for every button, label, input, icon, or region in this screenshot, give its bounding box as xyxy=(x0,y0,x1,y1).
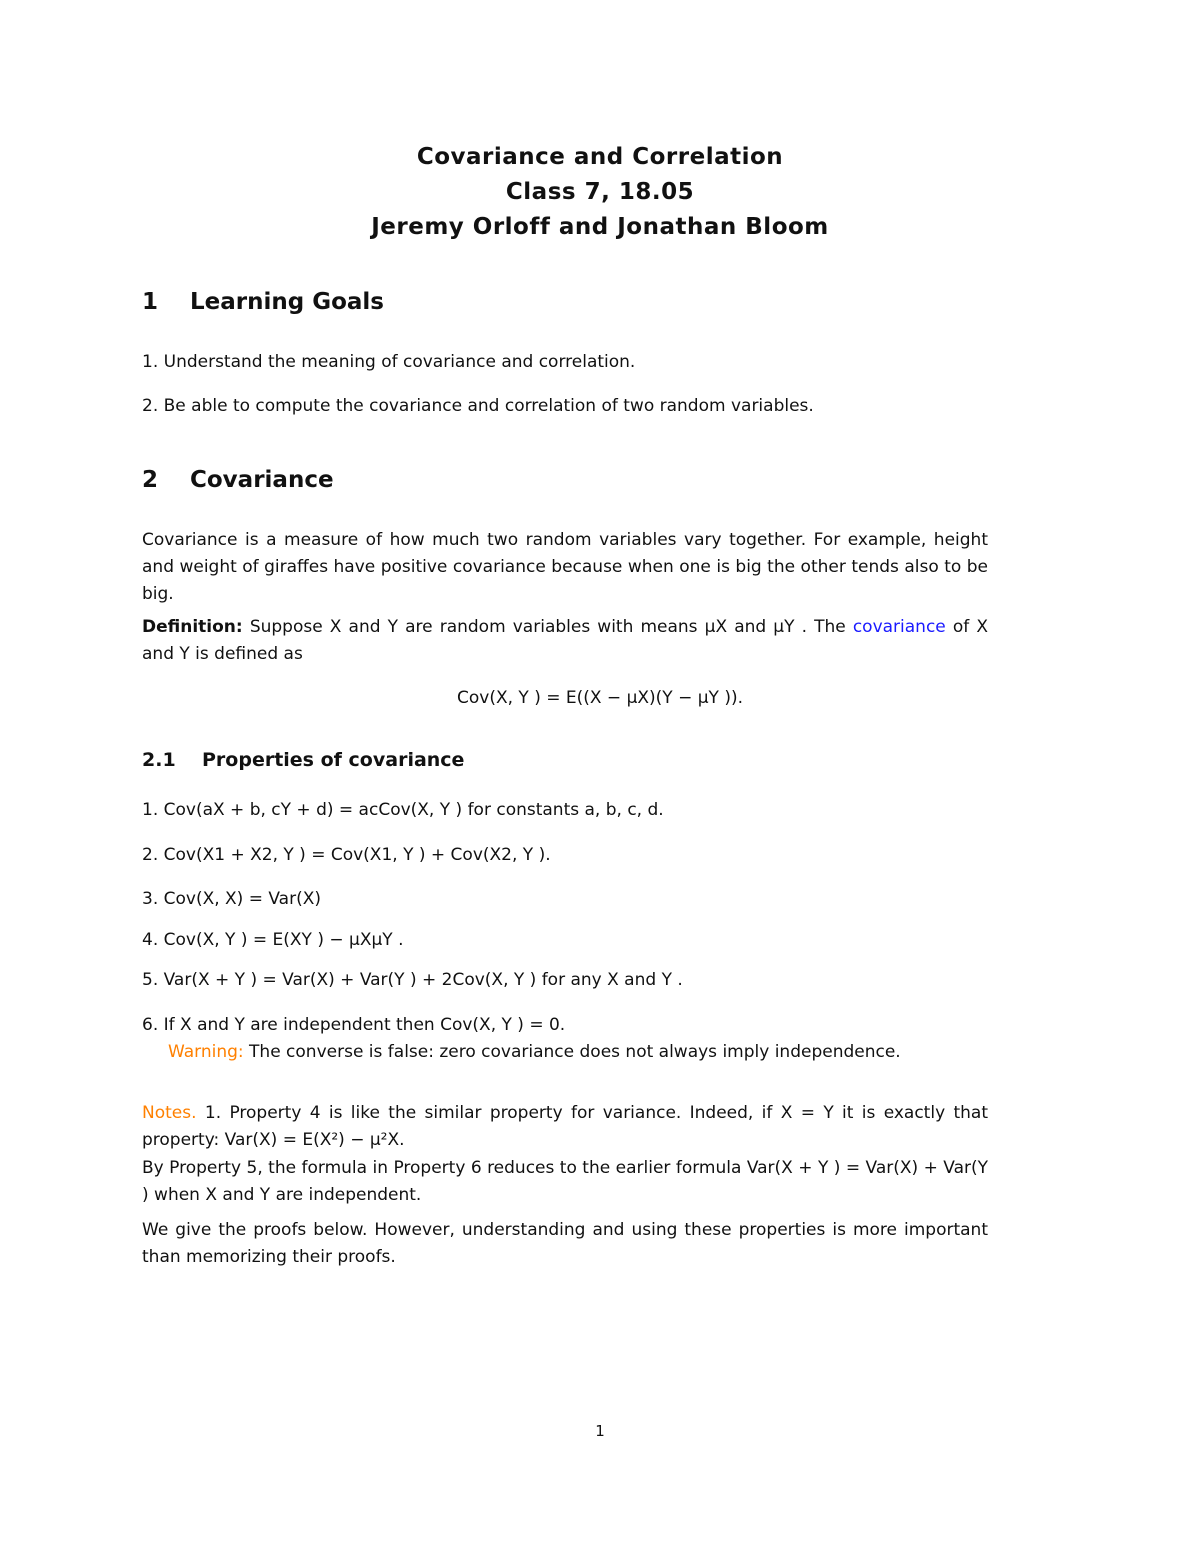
covariance-intro: Covariance is a measure of how much two random variables vary together. For example, height and weight of giraffes have positive covariance because when one is big the other tends also to be big. xyxy=(142,530,988,604)
property-3: 3. Cov(X, X) = Var(X) xyxy=(142,889,321,909)
property-1: 1. Cov(aX + b, cY + d) = acCov(X, Y ) for constants a, b, c, d. xyxy=(142,800,664,820)
notes-text-1: 1. Property 4 is like the similar property for variance. Indeed, if X = Y it is exactly that property: Var(X) = E(X²) − μ²X. xyxy=(142,1103,989,1150)
subsection-2-1-heading xyxy=(142,749,464,771)
warning-label: Warning: xyxy=(168,1042,244,1062)
section-2-heading xyxy=(142,467,334,493)
notes-label: Notes. xyxy=(142,1103,197,1123)
title-block xyxy=(0,140,1200,245)
subsection-2-1-title: Properties of covariance xyxy=(202,749,465,771)
warning-text: The converse is false: zero covariance does not always imply independence. xyxy=(249,1042,901,1062)
doc-authors: Jeremy Orloff and Jonathan Bloom xyxy=(371,214,829,240)
section-2-title: Covariance xyxy=(190,467,334,493)
doc-title: Covariance and Correlation xyxy=(416,144,784,170)
learning-goal-1: 1. Understand the meaning of covariance and correlation. xyxy=(142,352,636,372)
section-1-title: Learning Goals xyxy=(190,289,384,315)
notes-paragraph-1 xyxy=(142,1100,988,1154)
section-2-number: 2 xyxy=(142,467,159,493)
subsection-2-1-number: 2.1 xyxy=(142,749,176,771)
property-5: 5. Var(X + Y ) = Var(X) + Var(Y ) + 2Cov(X, Y ) for any X and Y . xyxy=(142,970,683,990)
covariance-equation: Cov(X, Y ) = E((X − μX)(Y − μY )). xyxy=(456,688,744,708)
definition-text-2: of X and Y is defined as xyxy=(142,617,989,664)
notes-paragraph-3: We give the proofs below. However, understanding and using these properties is more important than memorizing their proofs. xyxy=(142,1220,988,1267)
definition-text-1: Suppose X and Y are random variables with means μX and μY . The xyxy=(249,617,846,637)
doc-class: Class 7, 18.05 xyxy=(505,179,695,205)
property-4: 4. Cov(X, Y ) = E(XY ) − μXμY . xyxy=(142,930,404,950)
warning-note xyxy=(168,1042,901,1062)
learning-goal-2: 2. Be able to compute the covariance and correlation of two random variables. xyxy=(142,396,814,416)
section-1-heading xyxy=(142,289,384,315)
covariance-term: covariance xyxy=(852,617,946,637)
property-2: 2. Cov(X1 + X2, Y ) = Cov(X1, Y ) + Cov(X2, Y ). xyxy=(142,845,551,865)
definition-label: Definition: xyxy=(142,617,243,637)
notes-paragraph-2: By Property 5, the formula in Property 6 reduces to the earlier formula Var(X + Y ) = Var(X) + Var(Y ) when X and Y are independent. xyxy=(142,1158,988,1205)
property-6: 6. If X and Y are independent then Cov(X, Y ) = 0. xyxy=(142,1015,566,1035)
page-number: 1 xyxy=(595,1422,605,1440)
covariance-definition xyxy=(142,614,988,668)
section-1-number: 1 xyxy=(142,289,159,315)
